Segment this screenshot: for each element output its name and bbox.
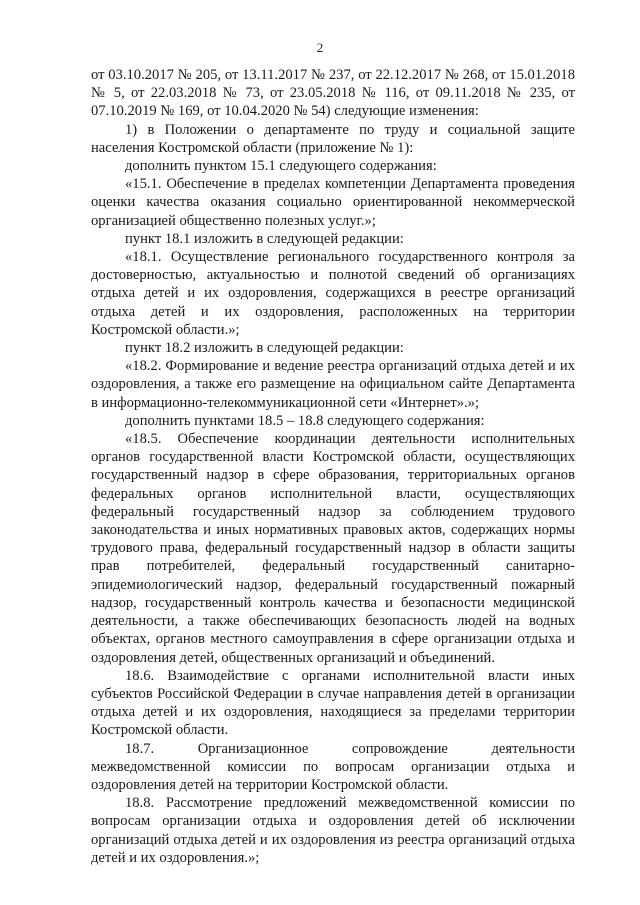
paragraph-clause-18-7: 18.7. Организационное сопровождение деятельности межведомственной комиссии по вопросам организации отдыха и оздоровления детей на территории Костромской области. <box>91 740 575 793</box>
paragraph-clause-18-6: 18.6. Взаимодействие с органами исполнительной власти иных субъектов Российской Федерации в случае направления детей в организации отдыха детей и их оздоровления, находящиеся за пределами территории Костромской области. <box>91 667 575 739</box>
paragraph-item-1: 1) в Положении о департаменте по труду и социальной защите населения Костромской области (приложение № 1): <box>91 121 575 156</box>
page-number: 2 <box>316 40 324 55</box>
paragraph-add-18-5-18-8: дополнить пунктами 18.5 – 18.8 следующего содержания: <box>125 412 485 429</box>
document-body <box>91 66 575 867</box>
paragraph-add-15-1: дополнить пунктом 15.1 следующего содержания: <box>125 158 437 175</box>
paragraph-amendment-list: от 03.10.2017 № 205, от 13.11.2017 № 237, от 22.12.2017 № 268, от 15.01.2018 № 5, от 22.03.2018 № 73, от 23.05.2018 № 116, от 09.11.2018 № 235, от 07.10.2019 № 169, от 10.04.2020 № 54) следующие изменения: <box>91 67 575 120</box>
paragraph-clause-15-1: «15.1. Обеспечение в пределах компетенции Департамента проведения оценки качества оказания социально ориентированной некоммерческой организацией общественно полезных услуг.»; <box>91 176 575 229</box>
paragraph-clause-18-2: «18.2. Формирование и ведение реестра организаций отдыха детей и их оздоровления, а также его размещение на официальном сайте Департамента в информационно-телекоммуникационной сети «Интернет».»; <box>91 358 575 411</box>
paragraph-clause-18-1: «18.1. Осуществление регионального государственного контроля за достоверностью, актуальностью и полнотой сведений об организациях отдыха детей и их оздоровления, содержащихся в реестре организаций отдыха детей и их оздоровления, расположенных на территории Костромской области.»; <box>91 249 575 338</box>
paragraph-edit-18-2: пункт 18.2 изложить в следующей редакции: <box>125 340 404 357</box>
paragraph-edit-18-1: пункт 18.1 изложить в следующей редакции: <box>125 230 404 247</box>
paragraph-clause-18-5: «18.5. Обеспечение координации деятельности исполнительных органов государственной власти Костромской области, осуществляющих государственный надзор в сфере образования, территориальных органов федеральных органов исполнительной власти, осуществляющих федеральный государственный надзор за соблюдением трудового законодательства и иных нормативных правовых актов, содержащих нормы трудового права, федеральный государственный надзор в области защиты прав потребителей, федеральный государственный санитарно-эпидемиологический надзор, федеральный государственный пожарный надзор, государственный контроль качества и безопасности медицинской деятельности, а также обеспечивающих безопасность людей на водных объектах, органов местного самоуправления в сфере организации отдыха и оздоровления детей, общественных организаций и объединений. <box>91 431 575 666</box>
paragraph-clause-18-8: 18.8. Рассмотрение предложений межведомственной комиссии по вопросам организации отдыха и оздоровления детей об исключении организаций отдыха детей и их оздоровления из реестра организаций отдыха детей и их оздоровления.»; <box>91 795 575 866</box>
